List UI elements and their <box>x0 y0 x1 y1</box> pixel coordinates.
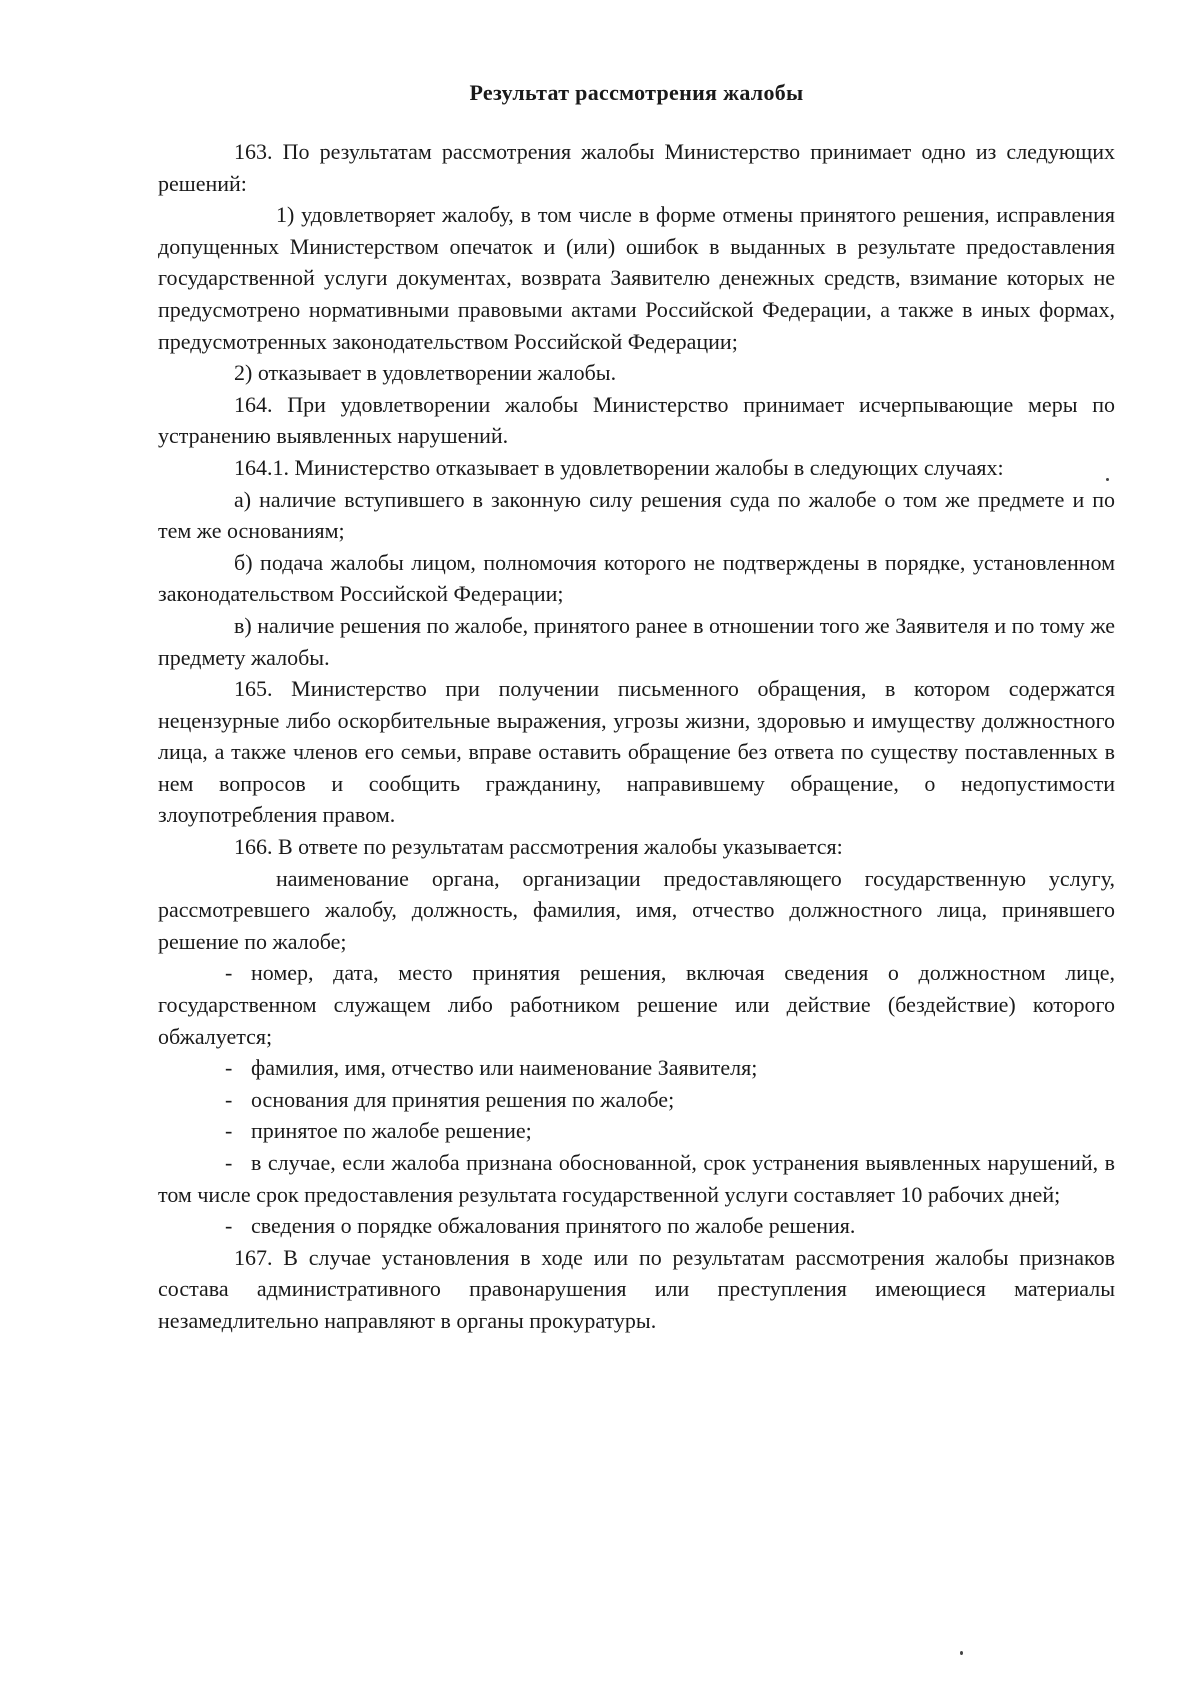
document-title: Результат рассмотрения жалобы <box>469 80 804 105</box>
paragraph-166: 166. В ответе по результатам рассмотрения жалобы указывается: <box>234 834 843 860</box>
list-item-166-5 <box>158 1115 1115 1147</box>
list-item-166-4 <box>158 1084 1115 1116</box>
list-item-166-1: наименование органа, организации предоставляющего государственную услугу, рассмотревшего жалобу, должность, фамилия, имя, отчество должностного лица, принявшего решение по жалобе; <box>158 865 1115 954</box>
list-item-text: сведения о порядке обжалования принятого по жалобе решения. <box>251 1213 856 1239</box>
paragraph-163-item-1: 1) удовлетворяет жалобу, в том числе в форме отмены принятого решения, исправления допущенных Министерством опечаток и (или) ошибок в выданных в результате предоставления государственной услуги документах, возврата Заявителю денежных средств, взимание которых не предусмотрено нормативными правовыми актами Российской Федерации, а также в иных формах, предусмотренных законодательством Российской Федерации; <box>158 202 1115 354</box>
paragraph-163-item-2: 2) отказывает в удовлетворении жалобы. <box>234 360 617 386</box>
list-item-text: в случае, если жалоба признана обоснованной, срок устранения выявленных нарушений, в том числе срок предоставления результата государственной услуги составляет 10 рабочих дней; <box>158 1150 1115 1207</box>
list-item-166-2 <box>158 957 1115 1052</box>
dash-marker: - <box>225 1213 233 1239</box>
paragraph-164-1-a: а) наличие вступившего в законную силу решения суда по жалобе о том же предмете и по тем же основаниям; <box>158 486 1115 544</box>
list-item-text: фамилия, имя, отчество или наименование Заявителя; <box>251 1055 758 1081</box>
list-item-text: номер, дата, место принятия решения, включая сведения о должностном лице, государственном служащем либо работником решение или действие (бездействие) которого обжалуется; <box>158 960 1115 1049</box>
paragraph-164-1-v: в) наличие решения по жалобе, принятого ранее в отношении того же Заявителя и по тому же предмету жалобы. <box>158 612 1115 670</box>
paragraph-167: 167. В случае установления в ходе или по результатам рассмотрения жалобы признаков состава административного правонарушения или преступления имеющиеся материалы незамедлительно направляют в органы прокуратуры. <box>158 1244 1115 1333</box>
list-item-text: основания для принятия решения по жалобе; <box>251 1086 675 1112</box>
paragraph-165: 165. Министерство при получении письменного обращения, в котором содержатся нецензурные либо оскорбительные выражения, угрозы жизни, здоровью и имуществу должностного лица, а также членов его семьи, вправе оставить обращение без ответа по существу поставленных в нем вопросов и сообщить гражданину, направившему обращение, о недопустимости злоупотребления правом. <box>158 676 1115 828</box>
dash-marker: - <box>225 1118 233 1144</box>
paragraph-164-1: 164.1. Министерство отказывает в удовлетворении жалобы в следующих случаях: <box>234 454 1004 480</box>
list-item-text: принятое по жалобе решение; <box>251 1118 532 1144</box>
dash-marker: - <box>225 1086 233 1112</box>
paragraph-164-1-b: б) подача жалобы лицом, полномочия которого не подтверждены в порядке, установленном законодательством Российской Федерации; <box>158 549 1115 607</box>
dash-marker: - <box>225 1055 233 1081</box>
dash-marker: - <box>225 960 233 986</box>
paragraph-164: 164. При удовлетворении жалобы Министерство принимает исчерпывающие меры по устранению выявленных нарушений. <box>158 391 1115 449</box>
scan-speck <box>960 1651 963 1655</box>
paragraph-163: 163. По результатам рассмотрения жалобы Министерство принимает одно из следующих решений: <box>158 139 1115 196</box>
document-body <box>158 78 1115 1337</box>
list-item-166-6 <box>158 1147 1115 1210</box>
list-item-166-7 <box>158 1210 1115 1242</box>
scan-speck <box>1106 478 1109 481</box>
list-item-166-3 <box>158 1052 1115 1084</box>
dash-marker: - <box>225 1150 233 1175</box>
